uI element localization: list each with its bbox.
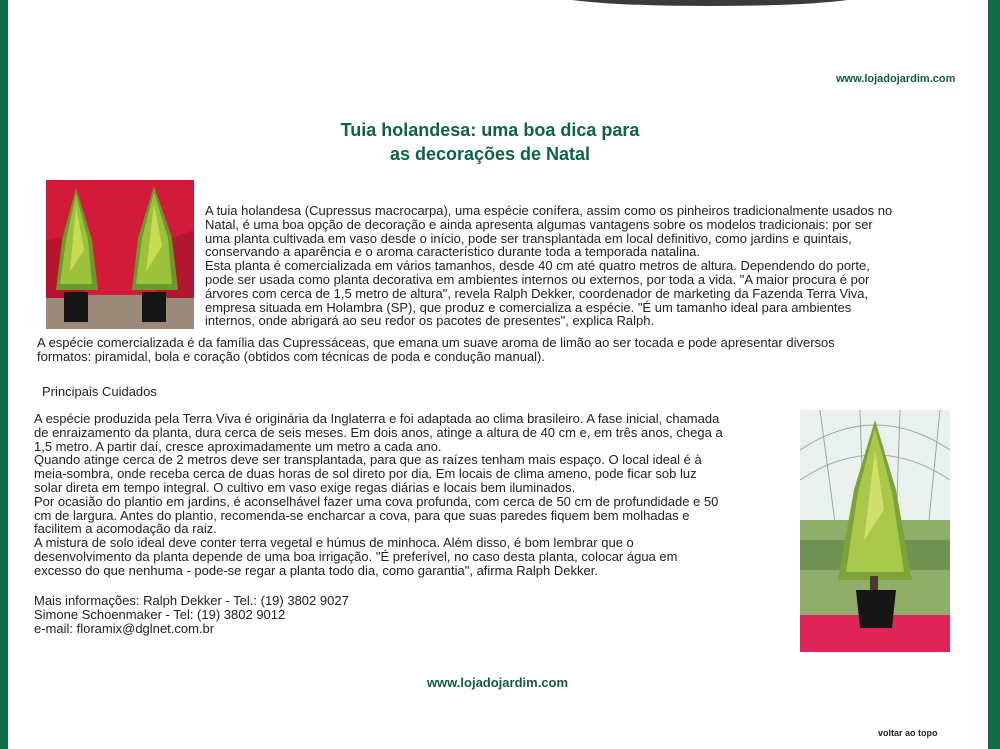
text-line: Natal, é uma boa opção de decoração e ainda apresenta algumas vantagens sobre os modelos tradicionais: por ser	[205, 216, 873, 232]
text-line: A mistura de solo ideal deve conter terra vegetal e húmus de minhoca. Além disso, é bom lembrar que o	[34, 535, 634, 551]
text-line: internos, onde abrigará ao seu redor os pacotes de presentes", explica Ralph.	[205, 313, 655, 329]
right-green-border	[988, 0, 1000, 749]
text-line: empresa situada em Holambra (SP), que produz e comercializa a espécie. "É um tamanho ideal para ambientes	[205, 299, 852, 315]
title-line-1: Tuia holandesa: uma boa dica para	[340, 120, 640, 140]
photo-two-tuias-red-backdrop	[46, 180, 194, 329]
article-title	[0, 118, 980, 166]
paragraph-intro	[205, 204, 970, 328]
top-decorative-arc	[560, 0, 860, 6]
text-line: uma planta cultivada em vaso desde o início, pode ser transplantada em local definitivo, como jardins e quintais,	[205, 230, 852, 246]
text-line: A espécie produzida pela Terra Viva é originária da Inglaterra e foi adaptada ao clima brasileiro. A fase inicial, chamada	[34, 411, 720, 426]
text-line: 1,5 metro. A partir daí, cresce aproximadamente um metro a cada ano.	[34, 438, 442, 454]
photo-tuia-greenhouse	[800, 410, 950, 652]
contact-line: Simone Schoenmaker - Tel: (19) 3802 9012	[34, 606, 286, 622]
paragraph-family	[37, 336, 977, 364]
text-line: facilitem a acomodação da raiz.	[34, 521, 217, 537]
paragraph-care	[34, 412, 794, 578]
subheading-care: Principais Cuidados	[42, 384, 157, 399]
text-line: Esta planta é comercializada em vários tamanhos, desde 40 cm até quatro metros de altura. Dependendo do porte,	[205, 258, 870, 274]
text-line: de enraizamento da planta, dura cerca de seis meses. Em dois anos, atinge a altura de 40 cm e, em três anos, chega a	[34, 424, 723, 440]
text-line: excesso do que nenhuma - pode-se regar a planta todo dia, como garantia", afirma Ralph Dekker.	[34, 562, 598, 578]
text-line: árvores com cerca de 1,5 metro de altura", revela Ralph Dekker, coordenador de marketing da Fazenda Terra Viva,	[205, 285, 869, 301]
left-green-border	[0, 0, 8, 749]
contact-line: Mais informações: Ralph Dekker - Tel.: (19) 3802 9027	[34, 593, 349, 608]
text-line: solar direta em tempo integral. O cultivo em vaso exige regas diárias e locais bem iluminados.	[34, 479, 576, 495]
text-line: A espécie comercializada é da família das Cupressáceas, que emana um suave aroma de limão ao ser tocada e pode apresentar diversos	[37, 335, 835, 350]
text-line: Quando atinge cerca de 2 metros deve ser transplantada, para que as raízes tenham mais espaço. O local ideal é à	[34, 452, 702, 468]
site-link-top[interactable]: www.lojadojardim.com	[836, 73, 956, 85]
back-to-top-link[interactable]: voltar ao topo	[878, 728, 938, 738]
contact-info	[34, 594, 434, 635]
text-line: meia-sombra, onde receba cerca de duas horas de sol direto por dia. Em locais de clima ameno, pode ficar sob luz	[34, 466, 697, 482]
contact-email: e-mail: floramix@dglnet.com.br	[34, 620, 215, 636]
text-line: formatos: piramidal, bola e coração (obtidos com técnicas de poda e condução manual).	[37, 348, 546, 364]
text-line: desenvolvimento da planta depende de uma boa irrigação. "É preferível, no caso desta planta, colocar água em	[34, 548, 678, 564]
text-line: cm de largura. Antes do plantio, recomenda-se encharcar a cova, para que suas paredes fiquem bem molhadas e	[34, 507, 690, 523]
text-line: Por ocasião do plantio em jardins, é aconselhável fazer uma cova profunda, com cerca de 50 cm de profundidade e 50	[34, 493, 719, 509]
site-link-bottom[interactable]: www.lojadojardim.com	[426, 675, 569, 690]
text-line: A tuia holandesa (Cupressus macrocarpa), uma espécie conífera, assim como os pinheiros tradicionalmente usados no	[205, 203, 893, 218]
title-line-2: as decorações de Natal	[389, 144, 591, 164]
text-line: pode ser usada como planta decorativa em ambientes internos ou externos, por toda a vida. "A maior procura é por	[205, 271, 870, 287]
text-line: conservando a aparência e o aroma característico durante toda a temporada natalina.	[205, 244, 701, 260]
